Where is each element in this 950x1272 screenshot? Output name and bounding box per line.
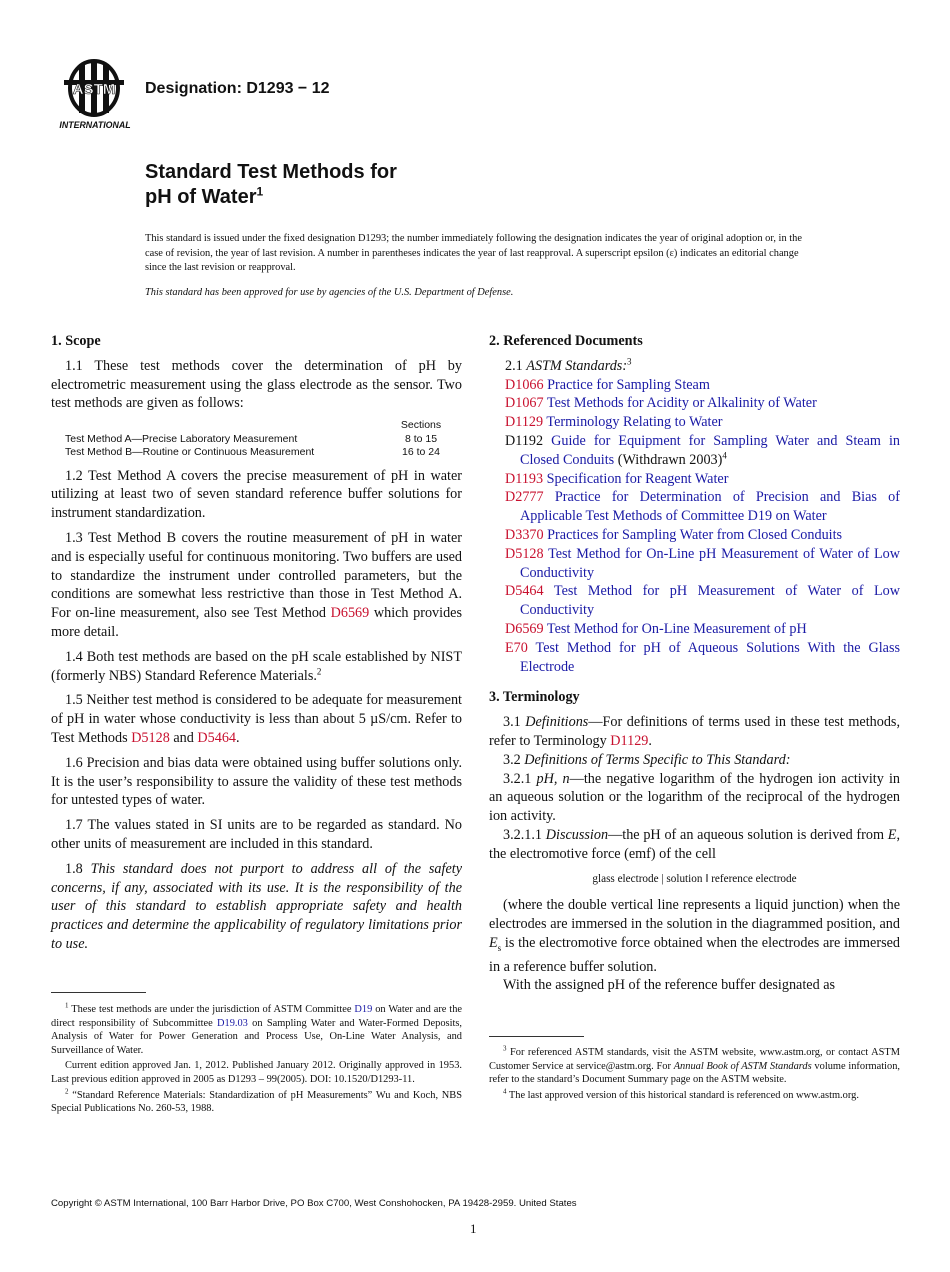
section-terminology-heading: 3. Terminology bbox=[489, 689, 580, 706]
cell-diagram: glass electrode | solution ‖ reference electrode bbox=[592, 872, 797, 885]
footnote-1: $^1$ These test methods are under the jurisdiction of ASTM Committee D19 on Water and are the direct responsibility of Subcommittee D19.03 on Sampling Water and Water-Formed Deposits, Analysis of Water for Power Generation and Process Use, On-Line Water Analysis, and Surveillance of Water. bbox=[51, 1001, 463, 1056]
section-referenced-heading: 2. Referenced Documents bbox=[489, 333, 643, 349]
left-column bbox=[51, 332, 462, 960]
ref-item-e70[interactable]: E70 Test Method for pH of Aqueous Solutions With the Glass Electrode bbox=[505, 639, 900, 675]
ref-item-d3370[interactable]: D3370 Practices for Sampling Water from Closed Conduits bbox=[505, 526, 843, 543]
title-line-2: pH of Water$^1$ bbox=[145, 184, 264, 208]
table-row: Test Method B—Routine or Continuous Measurement 16 to 24 bbox=[65, 446, 440, 459]
footnote-divider-left bbox=[51, 992, 146, 993]
logo-text: ASTM bbox=[72, 81, 116, 98]
methods-table bbox=[65, 419, 462, 460]
footnote-ref-2[interactable]: 2 bbox=[316, 665, 322, 676]
para-1-1: 1.1 These test methods cover the determination of pH by electrometric measurement using the glass electrode as the sensor. Two test methods are given as follows: bbox=[51, 357, 462, 412]
approval-note: This standard has been approved for use by agencies of the U.S. Department of Defense. bbox=[145, 287, 514, 298]
link-d6569[interactable]: D6569 bbox=[330, 605, 370, 622]
para-1-7: 1.7 The values stated in SI units are to be regarded as standard. No other units of measurement are included in this standard. bbox=[51, 817, 462, 853]
ref-item-d5464[interactable]: D5464 Test Method for pH Measurement of Water of Low Conductivity bbox=[505, 583, 900, 619]
para-1-4: 1.4 Both test methods are based on the pH scale established by NIST (formerly NBS) Standard Reference Materials.$^2$ bbox=[51, 648, 462, 684]
page-number: 1 bbox=[470, 1221, 477, 1236]
link-d19[interactable]: D19 bbox=[354, 1004, 373, 1015]
para-assigned: With the assigned pH of the reference buffer designated as bbox=[503, 977, 836, 994]
para-2-1: 2.1 ASTM Standards:$^3$ bbox=[505, 356, 632, 374]
right-column bbox=[489, 332, 900, 1001]
table-row: Test Method A—Precise Laboratory Measurement 8 to 15 bbox=[65, 432, 438, 445]
ref-item-d1192[interactable]: D1192 Guide for Equipment for Sampling Water and Steam in Closed Conduits (Withdrawn 2003)$^4$ bbox=[505, 432, 900, 468]
para-1-5: 1.5 Neither test method is considered to be adequate for measurement of pH in water whose conductivity is less than about 5 µS/cm. Refer to Test Methods D5128 and D5464. bbox=[51, 692, 462, 747]
ref-item-d1193[interactable]: D1193 Specification for Reagent Water bbox=[505, 470, 729, 487]
title-footnote-ref[interactable]: 1 bbox=[256, 184, 264, 199]
footnote-1-edition: Current edition approved Jan. 1, 2012. Published January 2012. Originally approved in 1953. Last previous edition approved in 2005 as D1293 – 99(2005). DOI: 10.1520/D1293-11. bbox=[51, 1060, 462, 1085]
ref-item-d1129[interactable]: D1129 Terminology Relating to Water bbox=[505, 414, 723, 431]
para-3-2: 3.2 Definitions of Terms Specific to This Standard: bbox=[503, 751, 791, 768]
astm-logo bbox=[54, 58, 136, 132]
para-3-1: 3.1 Definitions—For definitions of terms used in these test methods, refer to Terminology D1129. bbox=[489, 714, 901, 749]
ref-item-d6569[interactable]: D6569 Test Method for On-Line Measurement of pH bbox=[505, 620, 807, 637]
table-header-row bbox=[65, 419, 462, 433]
para-where: (where the double vertical line represents a liquid junction) when the electrodes are immersed in the solution in the diagrammed position, and $E_s$ is the electromotive force obtained when the electrodes are immersed in a reference buffer solution. bbox=[489, 897, 900, 975]
para-3-2-1-1: 3.2.1.1 Discussion—the pH of an aqueous solution is derived from E, the electromotive force (emf) of the cell bbox=[489, 826, 900, 862]
footnote-4: $^4$ The last approved version of this historical standard is referenced on www.astm.org. bbox=[503, 1087, 859, 1101]
footnote-divider-right bbox=[489, 1036, 584, 1037]
para-1-2: 1.2 Test Method A covers the precise measurement of pH in water utilizing at least two of seven standard reference buffer solutions for instrument standardization. bbox=[51, 467, 462, 522]
footnote-3: $^3$ For referenced ASTM standards, visit the ASTM website, www.astm.org, or contact ASTM Customer Service at service@astm.org. For Annual Book of ASTM Standards volume information, refer to the standard’s Document Summary page on the ASTM website. bbox=[489, 1044, 900, 1086]
designation: Designation: D1293 − 12 bbox=[145, 80, 330, 97]
para-1-6: 1.6 Precision and bias data were obtained using buffer solutions only. It is the user’s responsibility to assure the validity of these test methods for untested types of water. bbox=[51, 754, 462, 809]
ref-item-d5128[interactable]: D5128 Test Method for On-Line pH Measurement of Water of Low Conductivity bbox=[505, 545, 900, 581]
link-d5464[interactable]: D5464 bbox=[197, 730, 237, 747]
ref-item-d2777[interactable]: D2777 Practice for Determination of Precision and Bias of Applicable Test Methods of Committee D19 on Water bbox=[505, 489, 900, 525]
title-line-1: Standard Test Methods for bbox=[145, 161, 397, 183]
link-d19-03[interactable]: D19.03 bbox=[217, 1017, 248, 1029]
para-1-3: 1.3 Test Method B covers the routine measurement of pH in water and is especially useful for continuous monitoring. Two buffers are used to standardize the instrument under controlled parameters, but the conditions are somewhat less restrictive than those in Test Method A. For on-line measurement, also see Test Method D6569 which provides more detail. bbox=[51, 530, 462, 641]
link-d1129[interactable]: D1129 bbox=[610, 732, 649, 749]
para-1-8: 1.8 This standard does not purport to address all of the safety concerns, if any, associated with its use. It is the responsibility of the user of this standard to establish appropriate safety and health practices and determine the applicability of regulatory limitations prior to use. bbox=[51, 860, 463, 953]
ref-item-d1066[interactable]: D1066 Practice for Sampling Steam bbox=[505, 376, 710, 393]
section-scope-heading: 1. Scope bbox=[51, 333, 101, 349]
link-d5128[interactable]: D5128 bbox=[131, 730, 170, 747]
page-title bbox=[145, 160, 397, 210]
table-header-sections: Sections bbox=[400, 419, 442, 432]
footnotes-left bbox=[51, 1003, 462, 1118]
logo-subtext: INTERNATIONAL bbox=[59, 120, 131, 130]
para-3-2-1: 3.2.1 pH, n—the negative logarithm of the hydrogen ion activity in an aqueous solution or the logarithm of the reciprocal of the hydrogen ion activity. bbox=[489, 770, 900, 825]
copyright-notice: Copyright © ASTM International, 100 Barr Harbor Drive, PO Box C700, West Conshohocken, PA 19428-2959. United States bbox=[51, 1198, 577, 1209]
footnote-2: $^2$ “Standard Reference Materials: Standardization of pH Measurements” Wu and Koch, NBS Special Publications No. 260-53, 1988. bbox=[51, 1087, 462, 1115]
ref-item-d1067[interactable]: D1067 Test Methods for Acidity or Alkalinity of Water bbox=[505, 395, 817, 412]
footnotes-right bbox=[489, 1046, 900, 1104]
issue-statement: This standard is issued under the fixed designation D1293; the number immediately following the designation indicates the year of original adoption or, in the case of revision, the year of last revision. A number in parentheses indicates the year of last reapproval. A superscript epsilon (ε) indicates an editorial change since the last revision or reapproval. bbox=[145, 233, 802, 273]
